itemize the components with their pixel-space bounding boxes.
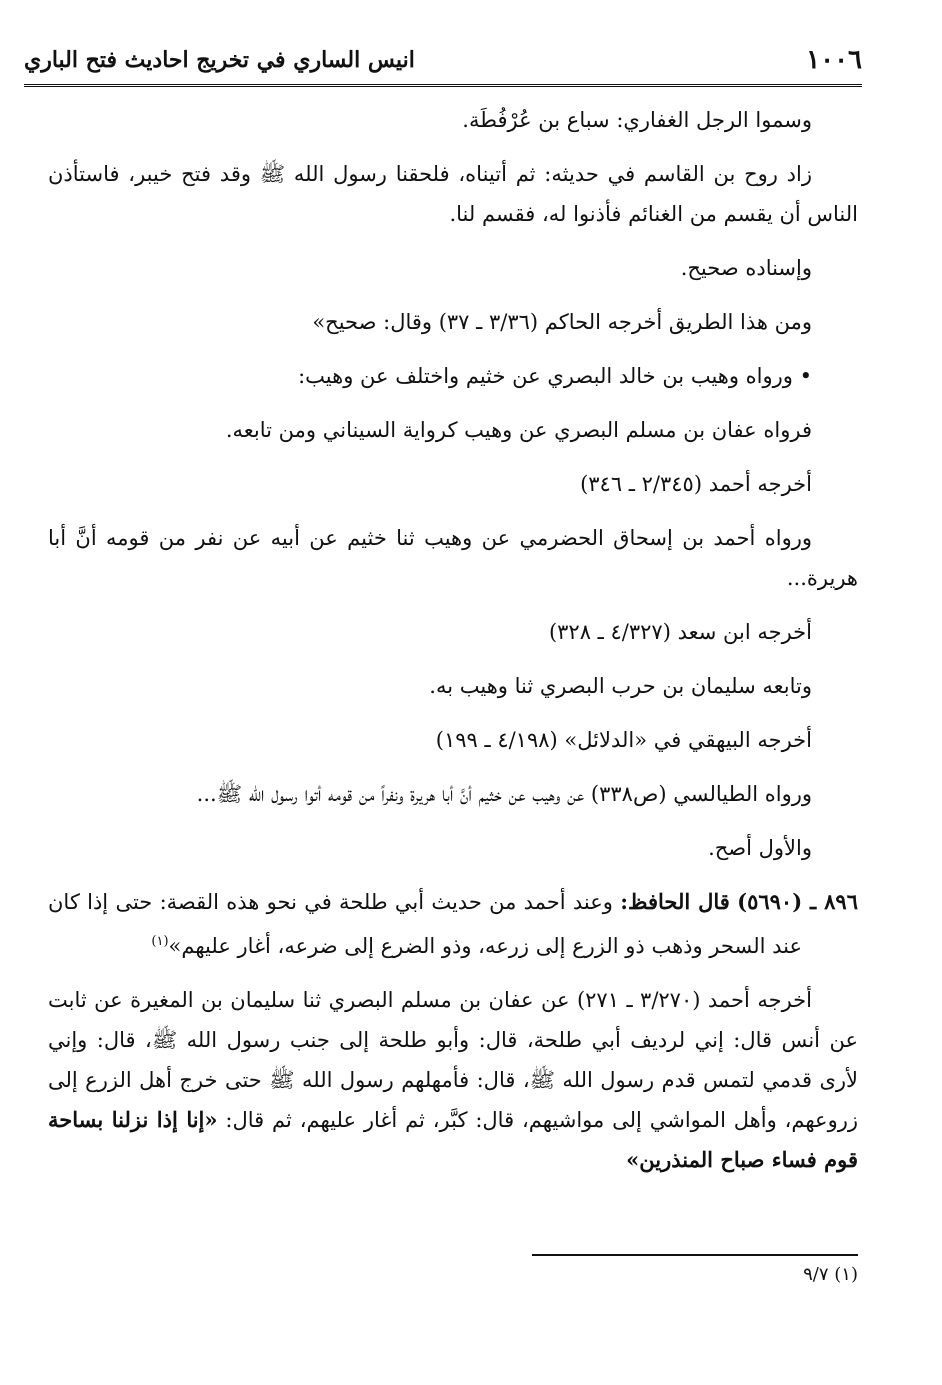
paragraph: وسموا الرجل الغفاري: سباع بن عُرْفُطَة. xyxy=(462,108,812,132)
paragraph: أخرجه ابن سعد (٤/٣٢٧ ـ ٣٢٨) xyxy=(548,620,812,644)
hadith-text: وعند أحمد من حديث أبي طلحة في نحو هذه القصة: حتى إذا كان عند السحر وذهب ذو الزرع إلى زرعه، وذو الضرع إلى ضرعه، أغار عليهم» xyxy=(48,890,802,958)
hadith-speaker: قال الحافظ: xyxy=(620,889,730,914)
footnote-marker: (١) xyxy=(151,934,169,949)
hadith-quote: «إنا إذا نزلنا بساحة قوم فساء صباح المنذرين» xyxy=(48,1107,858,1172)
paragraph: وتابعه سليمان بن حرب البصري ثنا وهيب به. xyxy=(429,674,812,698)
paragraph: ورواه أحمد بن إسحاق الحضرمي عن وهيب ثنا خثيم عن أبيه عن نفر من قومه أنَّ أبا هريرة... xyxy=(48,526,858,590)
footnote-number: (١) xyxy=(834,1264,858,1285)
paragraph: أخرجه البيهقي في «الدلائل» (٤/١٩٨ ـ ١٩٩) xyxy=(435,728,812,752)
hadith-entry xyxy=(48,882,858,966)
hadith-number: ٨٩٦ ـ (٥٦٩٠) xyxy=(737,889,858,914)
paragraph: ومن هذا الطريق أخرجه الحاكم (٣/٣٦ ـ ٣٧) وقال: صحيح» xyxy=(312,310,812,334)
running-header xyxy=(24,38,862,82)
paragraph xyxy=(48,980,858,1180)
footnote-rule xyxy=(532,1254,858,1256)
paragraph: والأول أصح. xyxy=(708,836,812,860)
book-title: انيس الساري في تخريج احاديث فتح الباري xyxy=(24,47,415,73)
header-rule xyxy=(24,84,862,89)
paragraph: زاد روح بن القاسم في حديثه: ثم أتيناه، فلحقنا رسول الله ﷺ وقد فتح خيبر، فاستأذن الناس أن يقسم من الغنائم فأذنوا له، فقسم لنا. xyxy=(48,162,858,226)
footnote xyxy=(803,1264,858,1285)
paragraph: ورواه الطيالسي (ص٣٣٨) عن وهيب عن خثيم أنَّ أبا هريرة ونفراً من قومه أتوا رسول الله ﷺ... xyxy=(196,782,812,806)
paragraph-bullet: • ورواه وهيب بن خالد البصري عن خثيم واختلف عن وهيب: xyxy=(298,364,812,388)
footnote-text: ٩/٧ xyxy=(803,1264,829,1285)
paragraph: وإسناده صحيح. xyxy=(680,256,812,280)
paragraph: أخرجه أحمد (٢/٣٤٥ ـ ٣٤٦) xyxy=(580,472,812,496)
final-paragraph-text: أخرجه أحمد (٣/٢٧٠ ـ ٢٧١) عن عفان بن مسلم البصري ثنا سليمان بن المغيرة عن ثابت عن أنس قال: إني لرديف أبي طلحة، قال: وأبو طلحة إلى جنب رسول الله ﷺ، قال: وإني لأرى قدمي لتمس قدم رسول الله ﷺ، قال: فأمهلهم رسول الله ﷺ حتى خرج أهل الزرع إلى زروعهم، وأهل المواشي إلى مواشيهم، قال: كبَّر، ثم أغار عليهم، ثم قال: xyxy=(48,988,858,1132)
page-number: ١٠٠٦ xyxy=(806,45,862,75)
page-body xyxy=(48,100,858,1180)
paragraph: فرواه عفان بن مسلم البصري عن وهيب كرواية السيناني ومن تابعه. xyxy=(225,418,812,442)
